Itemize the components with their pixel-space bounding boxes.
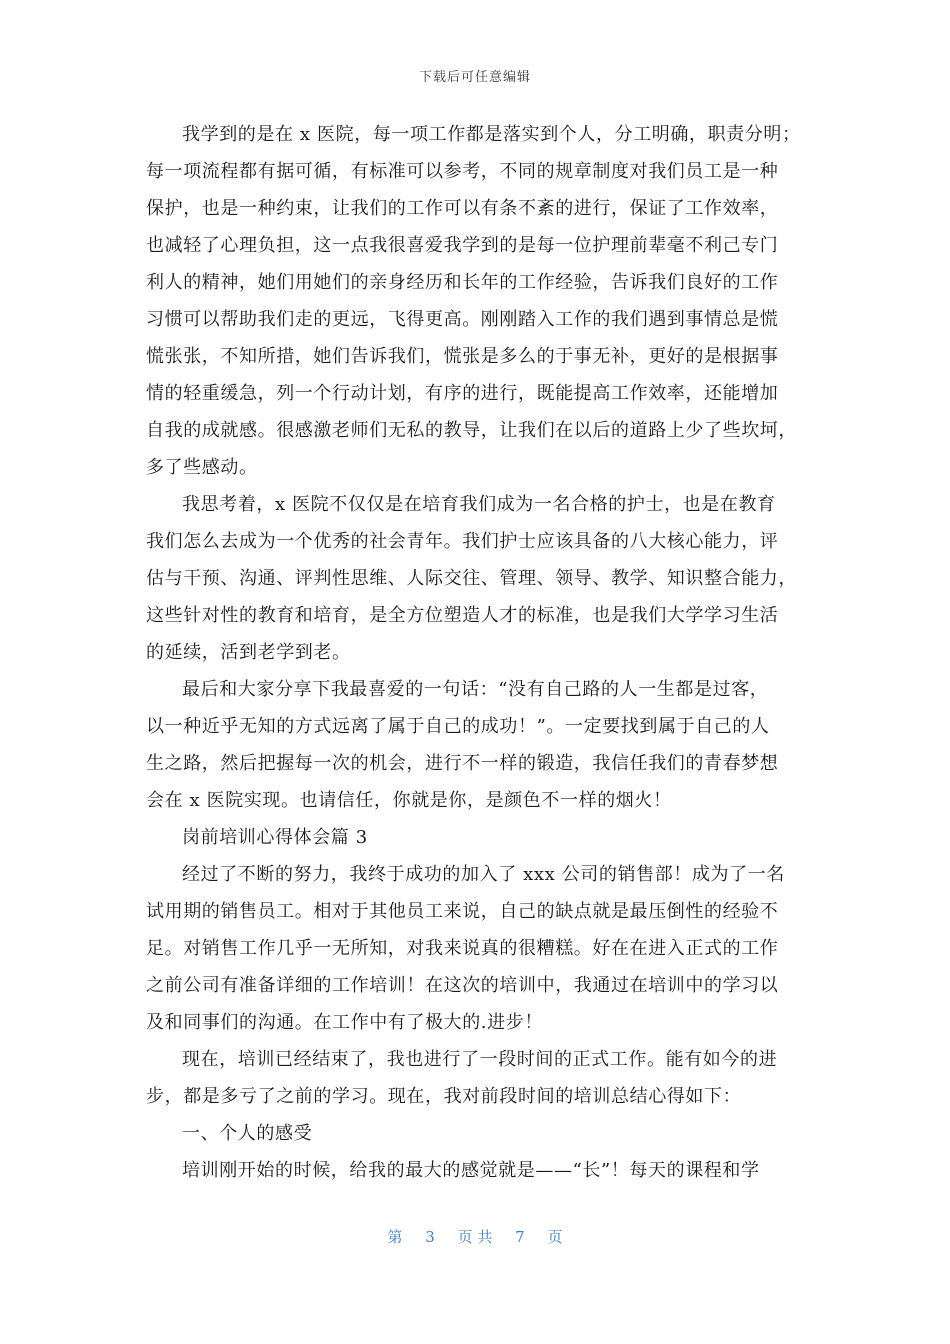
text-line: 我学到的是在 x 医院，每一项工作都是落实到个人，分工明确，职责分明；	[182, 124, 801, 145]
text-line: 慌张张，不知所措，她们告诉我们，慌张是多么的于事无补，更好的是根据事	[146, 346, 779, 367]
current-page-number: 3	[425, 1228, 435, 1246]
text-line: 自我的成就感。很感激老师们无私的教导，让我们在以后的道路上少了些坎坷，	[146, 420, 797, 441]
text-line: 每一项流程都有据可循，有标准可以参考，不同的规章制度对我们员工是一种	[146, 161, 779, 182]
text-line: 情的轻重缓急，列一个行动计划，有序的进行，既能提高工作效率，还能增加	[146, 383, 779, 404]
footer-suffix: 页	[547, 1228, 563, 1246]
text-line: 岗前培训心得体会篇 3	[182, 827, 368, 848]
text-line: 以一种近乎无知的方式远离了属于自己的成功！”。一定要找到属于自己的人	[146, 716, 770, 737]
text-line: 利人的精神，她们用她们的亲身经历和长年的工作经验，告诉我们良好的工作	[146, 272, 779, 293]
text-line: 我思考着，x 医院不仅仅是在培育我们成为一名合格的护士，也是在教育	[182, 494, 776, 515]
page-footer	[0, 1226, 950, 1247]
text-line: 估与干预、沟通、评判性思维、人际交往、管理、领导、教学、知识整合能力，	[146, 568, 797, 589]
text-line: 保护，也是一种约束，让我们的工作可以有条不紊的进行，保证了工作效率，	[146, 198, 779, 219]
text-line: 现在，培训已经结束了，我也进行了一段时间的正式工作。能有如今的进	[182, 1049, 778, 1070]
text-line: 之前公司有准备详细的工作培训！在这次的培训中，我通过在培训中的学习以	[146, 975, 779, 996]
text-line: 会在 x 医院实现。也请信任，你就是你，是颜色不一样的烟火！	[146, 790, 672, 811]
text-line: 生之路，然后把握每一次的机会，进行不一样的锻造，我信任我们的青春梦想	[146, 753, 779, 774]
text-line: 及和同事们的沟通。在工作中有了极大的.进步！	[146, 1012, 543, 1033]
text-line: 习惯可以帮助我们走的更远，飞得更高。刚刚踏入工作的我们遇到事情总是慌	[146, 309, 779, 330]
text-line: 经过了不断的努力，我终于成功的加入了 xxx 公司的销售部！成为了一名	[182, 864, 785, 885]
text-line: 也减轻了心理负担，这一点我很喜爱我学到的是每一位护理前辈毫不利己专门	[146, 235, 779, 256]
footer-middle: 页 共	[457, 1228, 493, 1246]
text-line: 步，都是多亏了之前的学习。现在，我对前段时间的培训总结心得如下：	[146, 1086, 742, 1107]
total-page-count: 7	[515, 1228, 525, 1246]
text-line: 多了些感动。	[146, 457, 258, 478]
text-line: 这些针对性的教育和培育，是全方位塑造人才的标准，也是我们大学学习生活	[146, 605, 779, 626]
footer-prefix: 第	[387, 1228, 403, 1246]
text-line: 最后和大家分享下我最喜爱的一句话：“没有自己路的人一生都是过客，	[182, 679, 769, 700]
text-line: 我们怎么去成为一个优秀的社会青年。我们护士应该具备的八大核心能力，评	[146, 531, 779, 552]
document-body	[146, 116, 806, 1189]
text-line: 足。对销售工作几乎一无所知，对我来说真的很糟糕。好在在进入正式的工作	[146, 938, 779, 959]
page-header: 下载后可任意编辑	[418, 70, 531, 85]
text-line: 试用期的销售员工。相对于其他员工来说，自己的缺点就是最压倒性的经验不	[146, 901, 779, 922]
text-line: 的延续，活到老学到老。	[146, 642, 351, 663]
text-line: 一、个人的感受	[182, 1123, 313, 1144]
text-line: 培训刚开始的时候，给我的最大的感觉就是——“长”！每天的课程和学	[182, 1160, 760, 1181]
